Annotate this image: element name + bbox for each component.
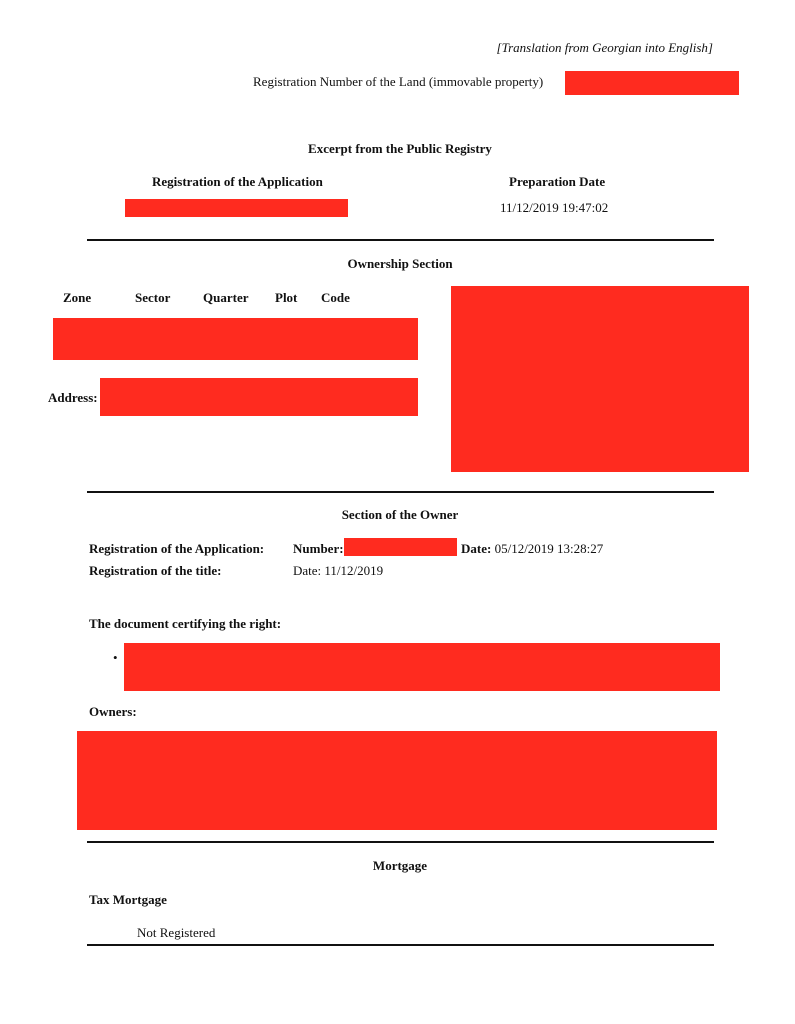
address-label: Address: (48, 390, 98, 405)
bullet: • (113, 650, 118, 665)
preparation-date-value: 11/12/2019 19:47:02 (500, 200, 609, 215)
redacted-cadastral-code (53, 318, 418, 360)
column-sector: Sector (135, 290, 171, 305)
excerpt-title: Excerpt from the Public Registry (308, 141, 492, 156)
redacted-address (100, 378, 418, 416)
owner-section-title: Section of the Owner (341, 507, 459, 522)
redacted-map-image (451, 286, 749, 472)
registration-of-application-heading: Registration of the Application (152, 174, 323, 189)
column-zone: Zone (63, 290, 92, 305)
application-date (461, 541, 603, 557)
redacted-owners (77, 731, 717, 830)
number-label: Number: (293, 541, 344, 556)
mortgage-title: Mortgage (372, 858, 428, 873)
redacted-application-number (125, 199, 348, 217)
redacted-registration-number (565, 71, 739, 95)
redacted-owner-application-number (344, 538, 457, 556)
divider-3 (87, 841, 714, 843)
title-label: Registration of the title: (89, 563, 222, 578)
column-plot: Plot (275, 290, 298, 305)
application-date-value: 05/12/2019 13:28:27 (494, 541, 604, 556)
preparation-date-heading: Preparation Date (509, 174, 606, 189)
divider-1 (87, 239, 714, 241)
divider-2 (87, 491, 714, 493)
column-code: Code (321, 290, 350, 305)
column-quarter: Quarter (203, 290, 249, 305)
divider-4 (87, 944, 714, 946)
translation-note: [Translation from Georgian into English] (496, 40, 713, 55)
application-label: Registration of the Application: (89, 541, 265, 556)
date-label: Date: (461, 541, 492, 556)
ownership-section-title: Ownership Section (347, 256, 453, 271)
tax-mortgage-value: Not Registered (137, 925, 216, 940)
title-date: Date: 11/12/2019 (293, 563, 384, 578)
registration-number-label: Registration Number of the Land (immovable property) (253, 74, 544, 89)
redacted-document (124, 643, 720, 691)
document-label: The document certifying the right: (89, 616, 282, 631)
owners-label: Owners: (89, 704, 137, 719)
tax-mortgage-label: Tax Mortgage (89, 892, 167, 907)
